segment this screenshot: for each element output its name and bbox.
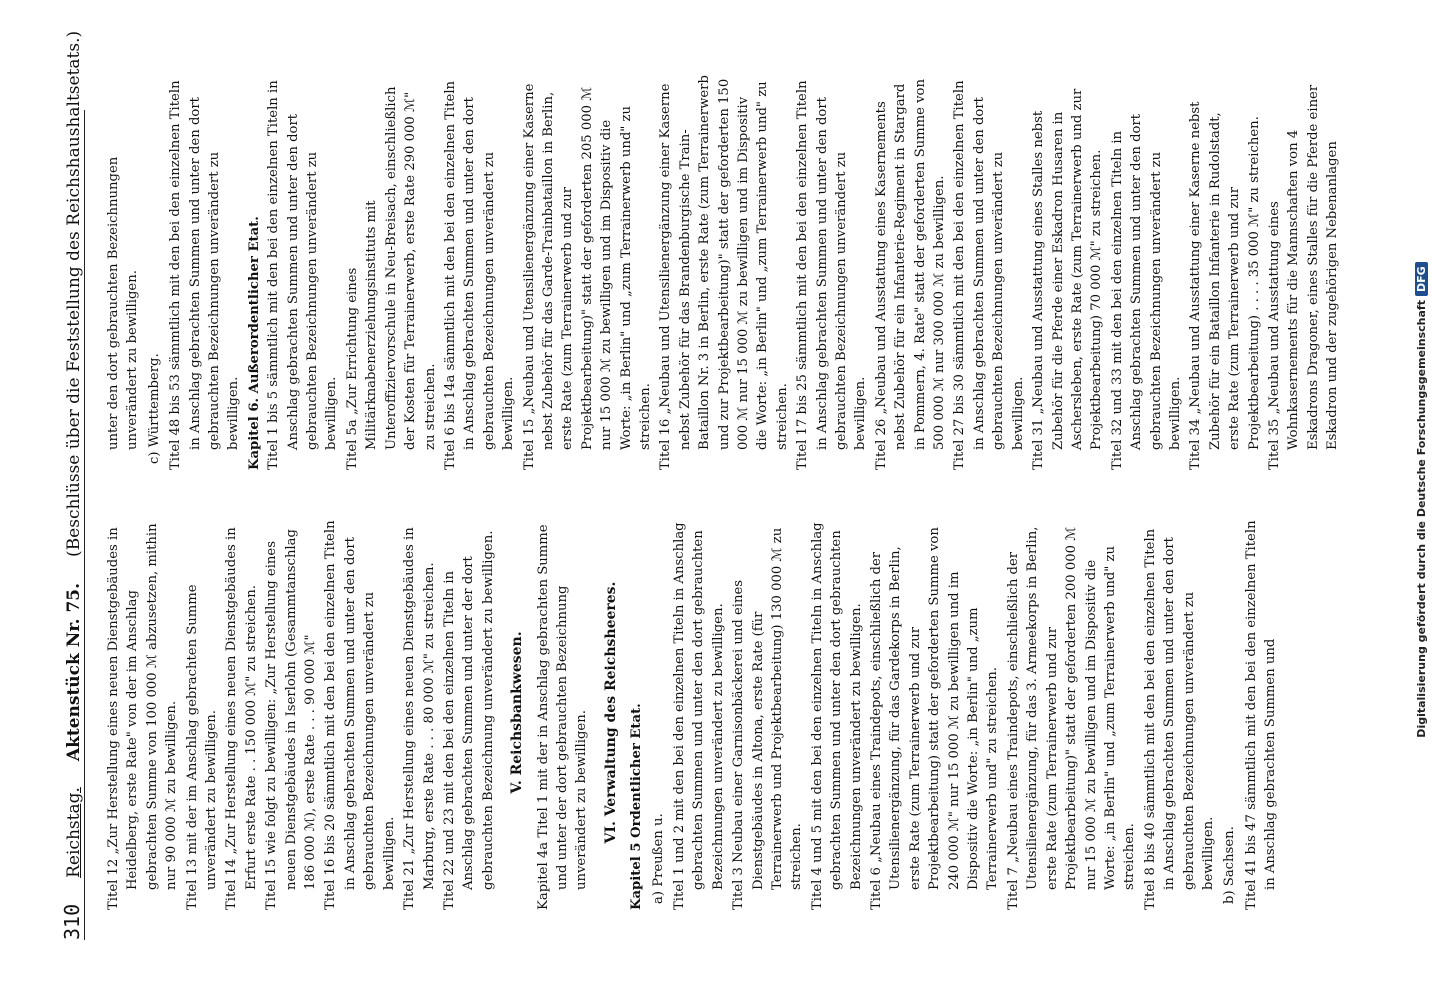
paragraph: Titel 4 und 5 mit den bei den einzelnen Titeln in Anschlag gebrachten Summen und unter den dort gebrauchten Bezeichnungen unverändert zu bewilligen.: [809, 522, 864, 910]
paragraph: Titel 15 „Neubau und Utensilienergänzung einer Kaserne nebst Zubehör für das Garde-Trainbataillon in Berlin, erste Rate (zum Terrainerwerb und zur Projektbearbeitung)" statt der geforderten 205 000 ℳ nur 15 000 ℳ zu bewilligen und im Dispositiv die Worte: „in Berlin" und „zum Terrainerwerb und" zu streichen.: [521, 83, 653, 470]
paragraph: Titel 16 „Neubau und Utensilienergänzung einer Kaserne nebst Zubehör für das Brandenburgische Train-Bataillon Nr. 3 in Berlin, erste Rate (zum Terrainerwerb und zur Projektbearbeitung)" statt der geforderten 150 000 ℳ nur 15 000 ℳ zu bewilligen und im Dispositiv die Worte: „in Berlin" und „zum Terrainerwerb und" zu streichen.: [658, 75, 790, 470]
paragraph: Titel 16 bis 20 sämmtlich mit den bei den einzelnen Titeln in Anschlag gebrachten Summen und unter den dort gebrauchten Bezeichnungen unverändert zu bewilligen.: [323, 520, 397, 910]
paragraph: Kapitel 4a Titel 1 mit der in Anschlag gebrachten Summe und unter der dort gebrauchten Bezeichnung unverändert zu bewilligen.: [535, 524, 590, 910]
dfg-logo: DFG: [1415, 262, 1428, 296]
credit-text: Digitalisierung gefördert durch die Deutsche Forschungsgemeinschaft: [1415, 300, 1428, 738]
paragraph: Titel 31 „Neubau und Ausstattung eines Stalles nebst Zubehör für die Pferde einer Eskadron Husaren in Aschersleben, erste Rate (zum Terrainerwerb und zur Projektbearbeitung) 70 000 ℳ" zu streichen.: [1031, 88, 1105, 470]
paragraph: Titel 41 bis 47 sämmtlich mit den bei den einzelnen Titeln in Anschlag gebrachten Summen und: [1243, 520, 1279, 910]
document-subtitle: (Beschlüsse über die Feststellung des Reichshaushaltsetats.): [64, 30, 84, 557]
paragraph: Titel 34 „Neubau und Ausstattung einer Kaserne nebst Zubehör für ein Bataillon Infanterie in Rudolstadt, erste Rate (zum Terrainerwerb und zur Projektbearbeitung) . . . . 35 000 ℳ" zu streichen.: [1188, 101, 1262, 470]
paragraph: Titel 22 und 23 mit den bei den einzelnen Titeln in Anschlag gebrachten Summen und unter der dort gebrauchten Bezeichnung unverändert zu bewilligen.: [441, 530, 496, 910]
subsection-label: b) Sachsen.: [1222, 826, 1238, 904]
text-column-right: [104, 75, 1400, 470]
paragraph: Titel 3 Neubau einer Garnisonbäckerei und eines Dienstgebäudes in Altona, erste Rate (für Terrainerwerb und Projektbearbeitung) 130 000 ℳ zu streichen.: [731, 527, 805, 910]
paragraph: Titel 27 bis 30 sämmtlich mit den bei den einzelnen Titeln in Anschlag gebrachten Summen und unter den dort gebrauchten Bezeichnungen unverändert zu bewilligen.: [952, 80, 1026, 470]
text-column-left: [104, 515, 1400, 910]
paragraph: Titel 17 bis 25 sämmtlich mit den bei den einzelnen Titeln in Anschlag gebrachten Summen und unter den dort gebrauchten Bezeichnungen unverändert zu bewilligen.: [795, 80, 869, 470]
page-header: [44, 30, 85, 940]
paragraph: Titel 21 „Zur Herstellung eines neuen Dienstgebäudes in Marburg, erste Rate . . . 80 000 ℳ" zu streichen.: [402, 527, 437, 910]
chapter-heading: Kapitel 5 Ordentlicher Etat.: [629, 703, 645, 910]
paragraph: Titel 6 bis 14a sämmtlich mit den bei den einzelnen Titeln in Anschlag gebrachten Summen und unter den dort gebrauchten Bezeichnungen unverändert zu bewilligen.: [442, 80, 517, 470]
paragraph: Titel 14 „Zur Herstellung eines neuen Dienstgebäudes in Erfurt erste Rate . . 150 000 ℳ" zu streichen.: [224, 527, 259, 910]
paragraph: Titel 26 „Neubau und Ausstattung eines Kasernements nebst Zubehör für ein Infanterie-Regiment in Stargard in Pommern, 4. Rate" statt der geforderten Summe von 500 000 ℳ nur 300 000 ℳ zu bewilligen.: [873, 79, 948, 470]
source-label: Reichstag.: [64, 787, 84, 878]
paragraph: Titel 1 bis 5 sämmtlich mit den bei den einzelnen Titeln in Anschlag gebrachten Summen und unter den dort gebrauchten Bezeichnungen unverändert zu bewilligen.: [266, 80, 340, 470]
paragraph: Titel 48 bis 53 sämmtlich mit den bei den einzelnen Titeln in Anschlag gebrachten Summen und unter den dort gebrauchten Bezeichnungen unverändert zu bewilligen.: [168, 80, 242, 470]
chapter-heading: Kapitel 6. Außerordentlicher Etat.: [246, 216, 262, 470]
section-heading: V. Reichsbankwesen.: [509, 631, 526, 794]
section-heading: VI. Verwaltung des Reichsheeres.: [602, 581, 619, 844]
paragraph: Titel 1 und 2 mit den bei den einzelnen Titeln in Anschlag gebrachten Summen und unter den dort gebrauchten Bezeichnungen unverändert zu bewilligen.: [671, 522, 726, 910]
page-number: 310: [60, 903, 84, 940]
paragraph: Titel 13 mit der im Anschlag gebrachten Summe unverändert zu bewilligen.: [184, 584, 220, 910]
paragraph: Titel 32 und 33 mit den bei den einzelnen Titeln in Anschlag gebrachten Summen und unter den dort gebrauchten Bezeichnungen unverändert zu bewilligen.: [1109, 113, 1183, 470]
paragraph: unter den dort gebrauchten Bezeichnungen unverändert zu bewilligen.: [106, 156, 141, 450]
document-number: Aktenstück Nr. 75.: [64, 582, 84, 762]
paragraph: Titel 15 wie folgt zu bewilligen: „Zur Herstellung eines neuen Dienstgebäudes in Iserlohn (Gesammtanschlag 186 000 ℳ), erste Rate . . . 90 000 ℳ": [264, 529, 319, 910]
subsection-label: c) Württemberg.: [146, 353, 162, 464]
paragraph: Titel 35 „Neubau und Ausstattung eines Wohnkasernements für die Mannschaften von 4 Eskadrons Dragoner, eines Stalles für die Pferde einer Eskadron und der zugehörigen Nebenanlagen: [1266, 84, 1341, 470]
subsection-label: a) Preußen u.: [650, 813, 666, 904]
paragraph: Titel 6 „Neubau eines Traindepots, einschließlich der Utensilienergänzung, für das Gardekorps in Berlin, erste Rate (zum Terrainerwerb und zur Projektbearbeitung) statt der geforderten Summe von 240 000 ℳ" nur 15 000 ℳ zu bewilligen und im Dispositiv die Worte: „in Berlin" und „zum Terrainerwerb und" zu streichen.: [869, 527, 1001, 910]
paragraph: Titel 5a „Zur Errichtung eines Militärknabenerziehungsinstituts mit Unteroffiziervorschule in Neu-Breisach, einschließlich der Kosten für Terrainerwerb, erste Rate 290 000 ℳ" zu streichen.: [344, 86, 438, 470]
paragraph: Titel 12 „Zur Herstellung eines neuen Dienstgebäudes in Heidelberg, erste Rate" von der im Anschlag gebrachten Summe von 100 000 ℳ abzusetzen, mithin nur 90 000 ℳ zu bewilligen.: [106, 523, 180, 910]
paragraph: Titel 8 bis 40 sämmtlich mit den bei den einzelnen Titeln in Anschlag gebrachten Summen und unter den dort gebrauchten Bezeichnungen unverändert zu bewilligen.: [1142, 528, 1216, 910]
digitization-credit: [1415, 0, 1428, 1000]
paragraph: Titel 7 „Neubau eines Traindepots, einschließlich der Utensilienergänzung, für das 3. Armeekorps in Berlin, erste Rate (zum Terrainerwerb und zur Projektbearbeitung)" statt der geforderten 200 000 ℳ nur 15 000 ℳ zu bewilligen und im Dispositiv die Worte: „in Berlin" und „zum Terrainerwerb und" zu streichen.: [1005, 526, 1138, 910]
